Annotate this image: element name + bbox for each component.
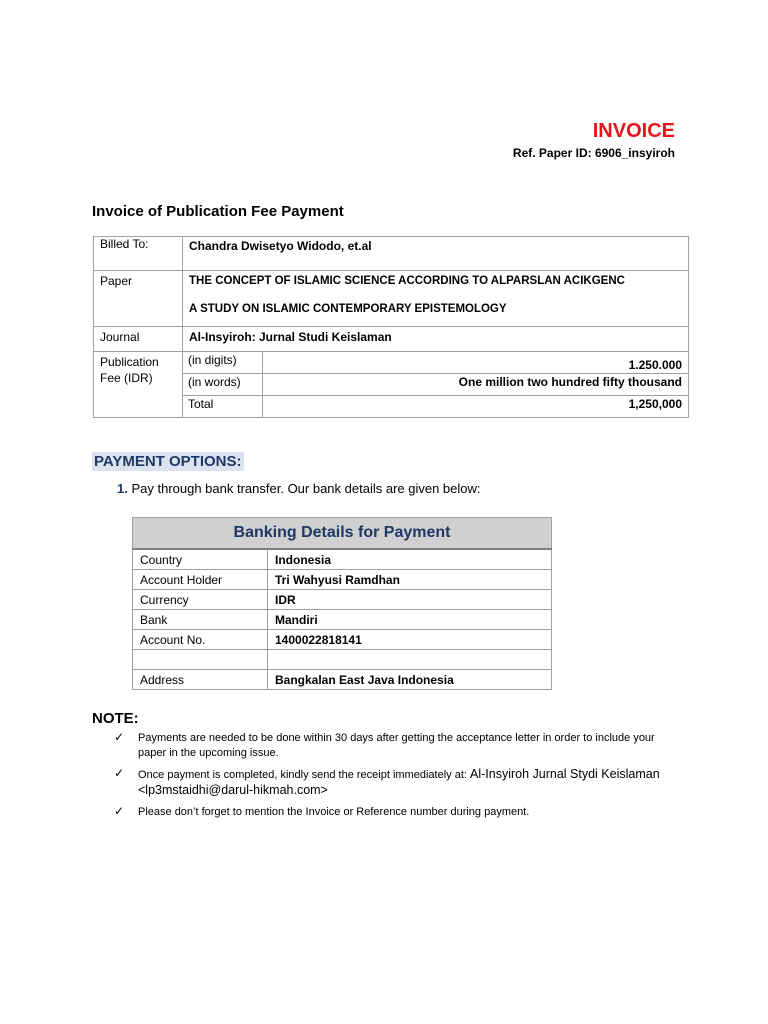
words-value: One million two hundred fifty thousand: [263, 374, 689, 396]
bank-row-value: Tri Wahyusi Ramdhan: [268, 570, 552, 590]
payment-step-1: [117, 481, 481, 496]
invoice-title: INVOICE: [592, 120, 675, 142]
paper-title-line2: A STUDY ON ISLAMIC CONTEMPORARY EPISTEMOLOGY: [189, 303, 507, 315]
banking-header-row: [133, 518, 552, 550]
total-label: Total: [183, 396, 263, 418]
digits-label: (in digits): [183, 352, 263, 374]
bank-row-key: Account Holder: [133, 570, 268, 590]
check-icon: ✓: [114, 804, 125, 818]
note-text: Please don’t forget to mention the Invoice or Reference number during payment.: [138, 806, 530, 818]
journal-row: [94, 327, 689, 352]
paper-title-line1: THE CONCEPT OF ISLAMIC SCIENCE ACCORDING TO ALPARSLAN ACIKGENC: [189, 275, 625, 287]
note-list: [114, 731, 684, 826]
note-item: [114, 805, 684, 820]
bank-row-key: Bank: [133, 610, 268, 630]
bank-row-value: Mandiri: [268, 610, 552, 630]
note-text: Once payment is completed, kindly send the receipt immediately at:: [138, 769, 470, 781]
bank-row: [133, 610, 552, 630]
billed-to-value: Chandra Dwisetyo Widodo, et.al: [183, 237, 689, 271]
bank-row: [133, 570, 552, 590]
fee-digits-row: [94, 352, 689, 374]
note-title: NOTE:: [92, 710, 139, 727]
bank-row-empty: [133, 650, 552, 670]
digits-value: 1.250.000: [263, 352, 689, 374]
billed-to-row: [94, 237, 689, 271]
journal-label: Journal: [94, 327, 183, 352]
bank-row-value: Indonesia: [268, 549, 552, 570]
bank-row-key: Address: [133, 670, 268, 690]
bank-row-value: Bangkalan East Java Indonesia: [268, 670, 552, 690]
check-icon: ✓: [114, 766, 125, 780]
payment-step-number: 1.: [117, 481, 128, 496]
bank-row-key: Currency: [133, 590, 268, 610]
bank-row: [133, 630, 552, 650]
note-item: [114, 731, 684, 761]
check-icon: ✓: [114, 730, 125, 744]
note-text: Payments are needed to be done within 30 days after getting the acceptance letter in order to include your paper in the upcoming issue.: [138, 732, 655, 759]
bank-row: [133, 590, 552, 610]
publication-fee-label-line2: Fee (IDR): [100, 371, 153, 385]
ref-paper-id: Ref. Paper ID: 6906_insyiroh: [512, 146, 675, 160]
paper-title: [183, 271, 689, 327]
banking-details-header: Banking Details for Payment: [133, 518, 552, 550]
bank-row-key: Country: [133, 549, 268, 570]
paper-label: Paper: [94, 271, 183, 327]
section-title: Invoice of Publication Fee Payment: [92, 203, 344, 220]
bank-row-key: [133, 650, 268, 670]
total-row: [94, 396, 689, 418]
bank-row: [133, 670, 552, 690]
bank-row-value: 1400022818141: [268, 630, 552, 650]
banking-details-table: [132, 517, 552, 690]
total-value: 1,250,000: [263, 396, 689, 418]
note-item: [114, 767, 684, 799]
fee-words-row: [94, 374, 689, 396]
paper-row: [94, 271, 689, 327]
billed-to-label: Billed To:: [94, 237, 183, 271]
contact-email: Al-Insyiroh Jurnal Stydi Keislaman <lp3mstaidhi@darul-hikmah.com>: [138, 767, 660, 797]
invoice-table: [93, 236, 689, 418]
bank-row-value: [268, 650, 552, 670]
words-label: (in words): [183, 374, 263, 396]
bank-row-key: Account No.: [133, 630, 268, 650]
bank-row: [133, 549, 552, 570]
publication-fee-label-line1: Publication: [100, 355, 159, 369]
payment-step-text: Pay through bank transfer. Our bank details are given below:: [131, 481, 481, 496]
payment-options-title: PAYMENT OPTIONS:: [94, 453, 242, 470]
journal-value: Al-Insyiroh: Jurnal Studi Keislaman: [183, 327, 689, 352]
publication-fee-label: [94, 352, 183, 418]
bank-row-value: IDR: [268, 590, 552, 610]
